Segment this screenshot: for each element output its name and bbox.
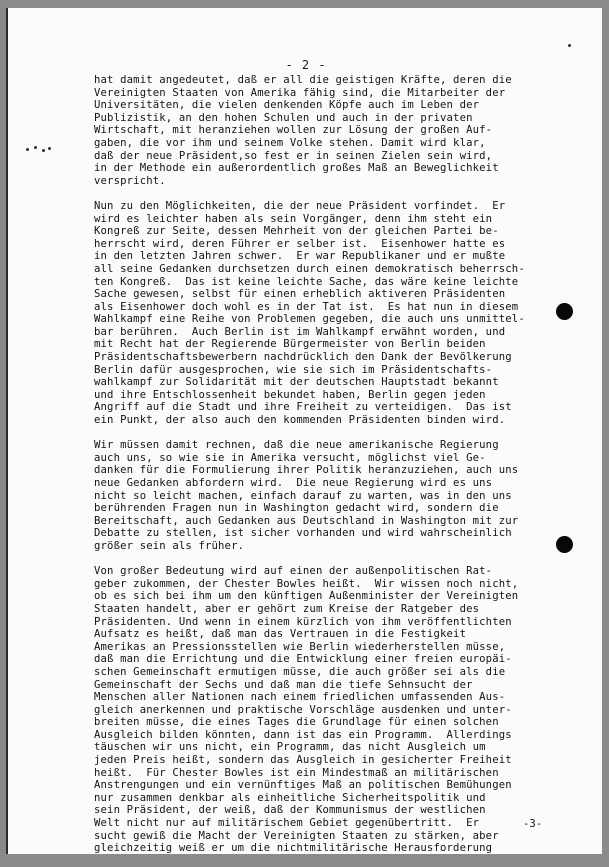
text-line: Berlin dafür ausgesprochen, wie sie sich im Präsidentschafts- bbox=[94, 363, 493, 376]
text-line: daß man die Errichtung und die Entwicklung einer freien europäi- bbox=[94, 653, 512, 666]
text-line: heißt. Für Chester Bowles ist ein Mindestmaß an militärischen bbox=[94, 766, 499, 779]
scan-speck bbox=[48, 147, 51, 150]
scan-speck bbox=[26, 148, 29, 151]
text-line: breiten müsse, die eines Tages die Grundlage für einen solchen bbox=[94, 716, 499, 729]
text-line: gaben, die vor ihm und seinem Volke stehen. Damit wird klar, bbox=[94, 136, 486, 149]
text-line: Amerikas an Pressionsstellen wie Berlin wiederherstellen müsse, bbox=[94, 640, 506, 653]
text-line: Aufsatz es heißt, daß man das Vertrauen in die Festigkeit bbox=[94, 628, 467, 641]
text-line: geber zukommen, der Chester Bowles heißt. Wir wissen noch nicht, bbox=[94, 577, 519, 590]
text-line: Staaten handelt, aber er gehört zum Kreise der Ratgeber des bbox=[94, 602, 480, 615]
text-line: verspricht. bbox=[94, 174, 166, 187]
text-line: Gemeinschaft der Sechs und daß man die tiefe Sehnsucht der bbox=[94, 678, 473, 691]
text-line: Sache gewesen, selbst für einen erheblich aktiveren Präsidenten bbox=[94, 288, 506, 301]
text-line: Universitäten, die vielen denkenden Köpfe auch im Leben der bbox=[94, 99, 480, 112]
text-line: Nun zu den Möglichkeiten, die der neue Präsident vorfindet. Er bbox=[94, 199, 506, 212]
text-line: Von großer Bedeutung wird auf einen der außenpolitischen Rat- bbox=[94, 565, 493, 578]
document-body bbox=[94, 74, 574, 867]
scan-speck bbox=[42, 149, 45, 152]
paragraph bbox=[94, 200, 574, 427]
page-number: - 2 - bbox=[285, 58, 327, 72]
text-line: Publizistik, an den hohen Schulen und auch in der privaten bbox=[94, 111, 473, 124]
text-line: danken für die Formulierung ihrer Politik heranzuziehen, auch uns bbox=[94, 464, 519, 477]
text-line: täuschen wir uns nicht, ein Programm, das nicht Ausgleich um bbox=[94, 741, 486, 754]
text-line: gleich anerkennen und praktische Vorschläge ausdenken und unter- bbox=[94, 703, 512, 716]
text-line: größer sein als früher. bbox=[94, 539, 245, 552]
text-line: hat damit angedeutet, daß er all die geistigen Kräfte, deren die bbox=[94, 74, 512, 86]
text-line: all seine Gedanken durchsetzen durch einen demokratisch beherrsch- bbox=[94, 262, 525, 275]
text-line: daß der neue Präsident,so fest er in seinen Zielen sein wird, bbox=[94, 149, 493, 162]
text-line: Anstrengungen und ein vernünftiges Maß an politischen Bemühungen bbox=[94, 779, 512, 792]
punch-hole bbox=[556, 536, 573, 553]
text-line: Präsidenten. Und wenn in einem kürzlich von ihm veröffentlichten bbox=[94, 615, 512, 628]
text-line: Wahlkampf eine Reihe von Problemen gegeben, die auch uns unmittel- bbox=[94, 313, 525, 326]
document-page bbox=[6, 8, 602, 854]
text-line: Wir müssen damit rechnen, daß die neue amerikanische Regierung bbox=[94, 439, 499, 452]
text-line: herrscht wird, deren Führer er selber ist. Eisenhower hatte es bbox=[94, 237, 506, 250]
paragraph bbox=[94, 565, 574, 855]
text-line: Präsidentschaftsbewerbern nachdrücklich den Dank der Bevölkerung bbox=[94, 351, 512, 364]
text-line: auch uns, so wie sie in Amerika versucht, möglichst viel Ge- bbox=[94, 451, 486, 464]
text-line: wird es leichter haben als sein Vorgänger, denn ihm steht ein bbox=[94, 212, 493, 225]
text-line: ein Punkt, der also auch den kommenden Präsidenten binden wird. bbox=[94, 414, 506, 427]
text-line: sucht gewiß die Macht der Vereinigten Staaten zu stärken, aber bbox=[94, 829, 499, 842]
text-line: nur zusammen denkbar als einheitliche Sicherheitspolitik und bbox=[94, 791, 486, 804]
text-line: und ihre Entschlossenheit bekundet haben, Berlin gegen jeden bbox=[94, 388, 486, 401]
text-line: bar berühren. Auch Berlin ist im Wahlkampf erwähnt worden, und bbox=[94, 325, 506, 338]
text-line: Menschen aller Nationen nach einem friedlichen umfassenden Aus- bbox=[94, 691, 506, 704]
text-line: als Eisenhower doch wohl es in der Tat ist. Es hat nun in diesem bbox=[94, 300, 519, 313]
text-line: berührenden Fragen nun in Washington gedacht wird, sondern die bbox=[94, 502, 499, 515]
text-line: ten Kongreß. Das ist keine leichte Sache, das wäre keine leichte bbox=[94, 275, 519, 288]
text-line: Kongreß zur Seite, dessen Mehrheit von der gleichen Partei be- bbox=[94, 225, 499, 238]
punch-hole bbox=[556, 303, 573, 320]
text-line: mit Recht hat der Regierende Bürgermeister von Berlin beiden bbox=[94, 338, 486, 351]
paragraph bbox=[94, 439, 574, 552]
next-page-marker: -3- bbox=[523, 818, 543, 830]
text-line: gleichzeitig weiß er um die nichtmilitärische Herausforderung bbox=[94, 842, 493, 855]
paragraph bbox=[94, 74, 574, 187]
text-line: nicht so leicht machen, einfach darauf zu warten, was in den uns bbox=[94, 489, 512, 502]
text-line: schen Gemeinschaft ermutigen müsse, die auch größer sei als die bbox=[94, 665, 506, 678]
text-line: Vereinigten Staaten von Amerika fähig sind, die Mitarbeiter der bbox=[94, 86, 506, 99]
scan-speck bbox=[34, 146, 37, 149]
text-line: Debatte zu stellen, ist sicher vorhanden und wird wahrscheinlich bbox=[94, 527, 512, 540]
text-line: wahlkampf zur Solidarität mit der deutschen Hauptstadt bekannt bbox=[94, 376, 499, 389]
text-line: in der Methode ein außerordentlich großes Maß an Beweglichkeit bbox=[94, 162, 499, 175]
text-line: Angriff auf die Stadt und ihre Freiheit zu verteidigen. Das ist bbox=[94, 401, 512, 414]
text-line: Ausgleich bilden könnten, dann ist das ein Programm. Allerdings bbox=[94, 728, 512, 741]
text-line: Welt nicht nur auf militärischem Gebiet gegenübertritt. Er bbox=[94, 817, 480, 830]
text-line: Wirtschaft, mit heranziehen wollen zur Lösung der großen Auf- bbox=[94, 124, 493, 137]
text-line: Bereitschaft, auch Gedanken aus Deutschland in Washington mit zur bbox=[94, 514, 519, 527]
text-line: ob es sich bei ihm um den künftigen Außenminister der Vereinigten bbox=[94, 590, 519, 603]
text-line: in den letzten Jahren schwer. Er war Republikaner und er mußte bbox=[94, 250, 506, 263]
text-line: neue Gedanken abfordern wird. Die neue Regierung wird es uns bbox=[94, 477, 493, 489]
scan-speck bbox=[568, 44, 571, 47]
text-line: jeden Preis heißt, sondern das Ausgleich in gesicherter Freiheit bbox=[94, 754, 512, 767]
text-line: sein Präsident, der weiß, daß der Kommunismus der westlichen bbox=[94, 804, 486, 817]
